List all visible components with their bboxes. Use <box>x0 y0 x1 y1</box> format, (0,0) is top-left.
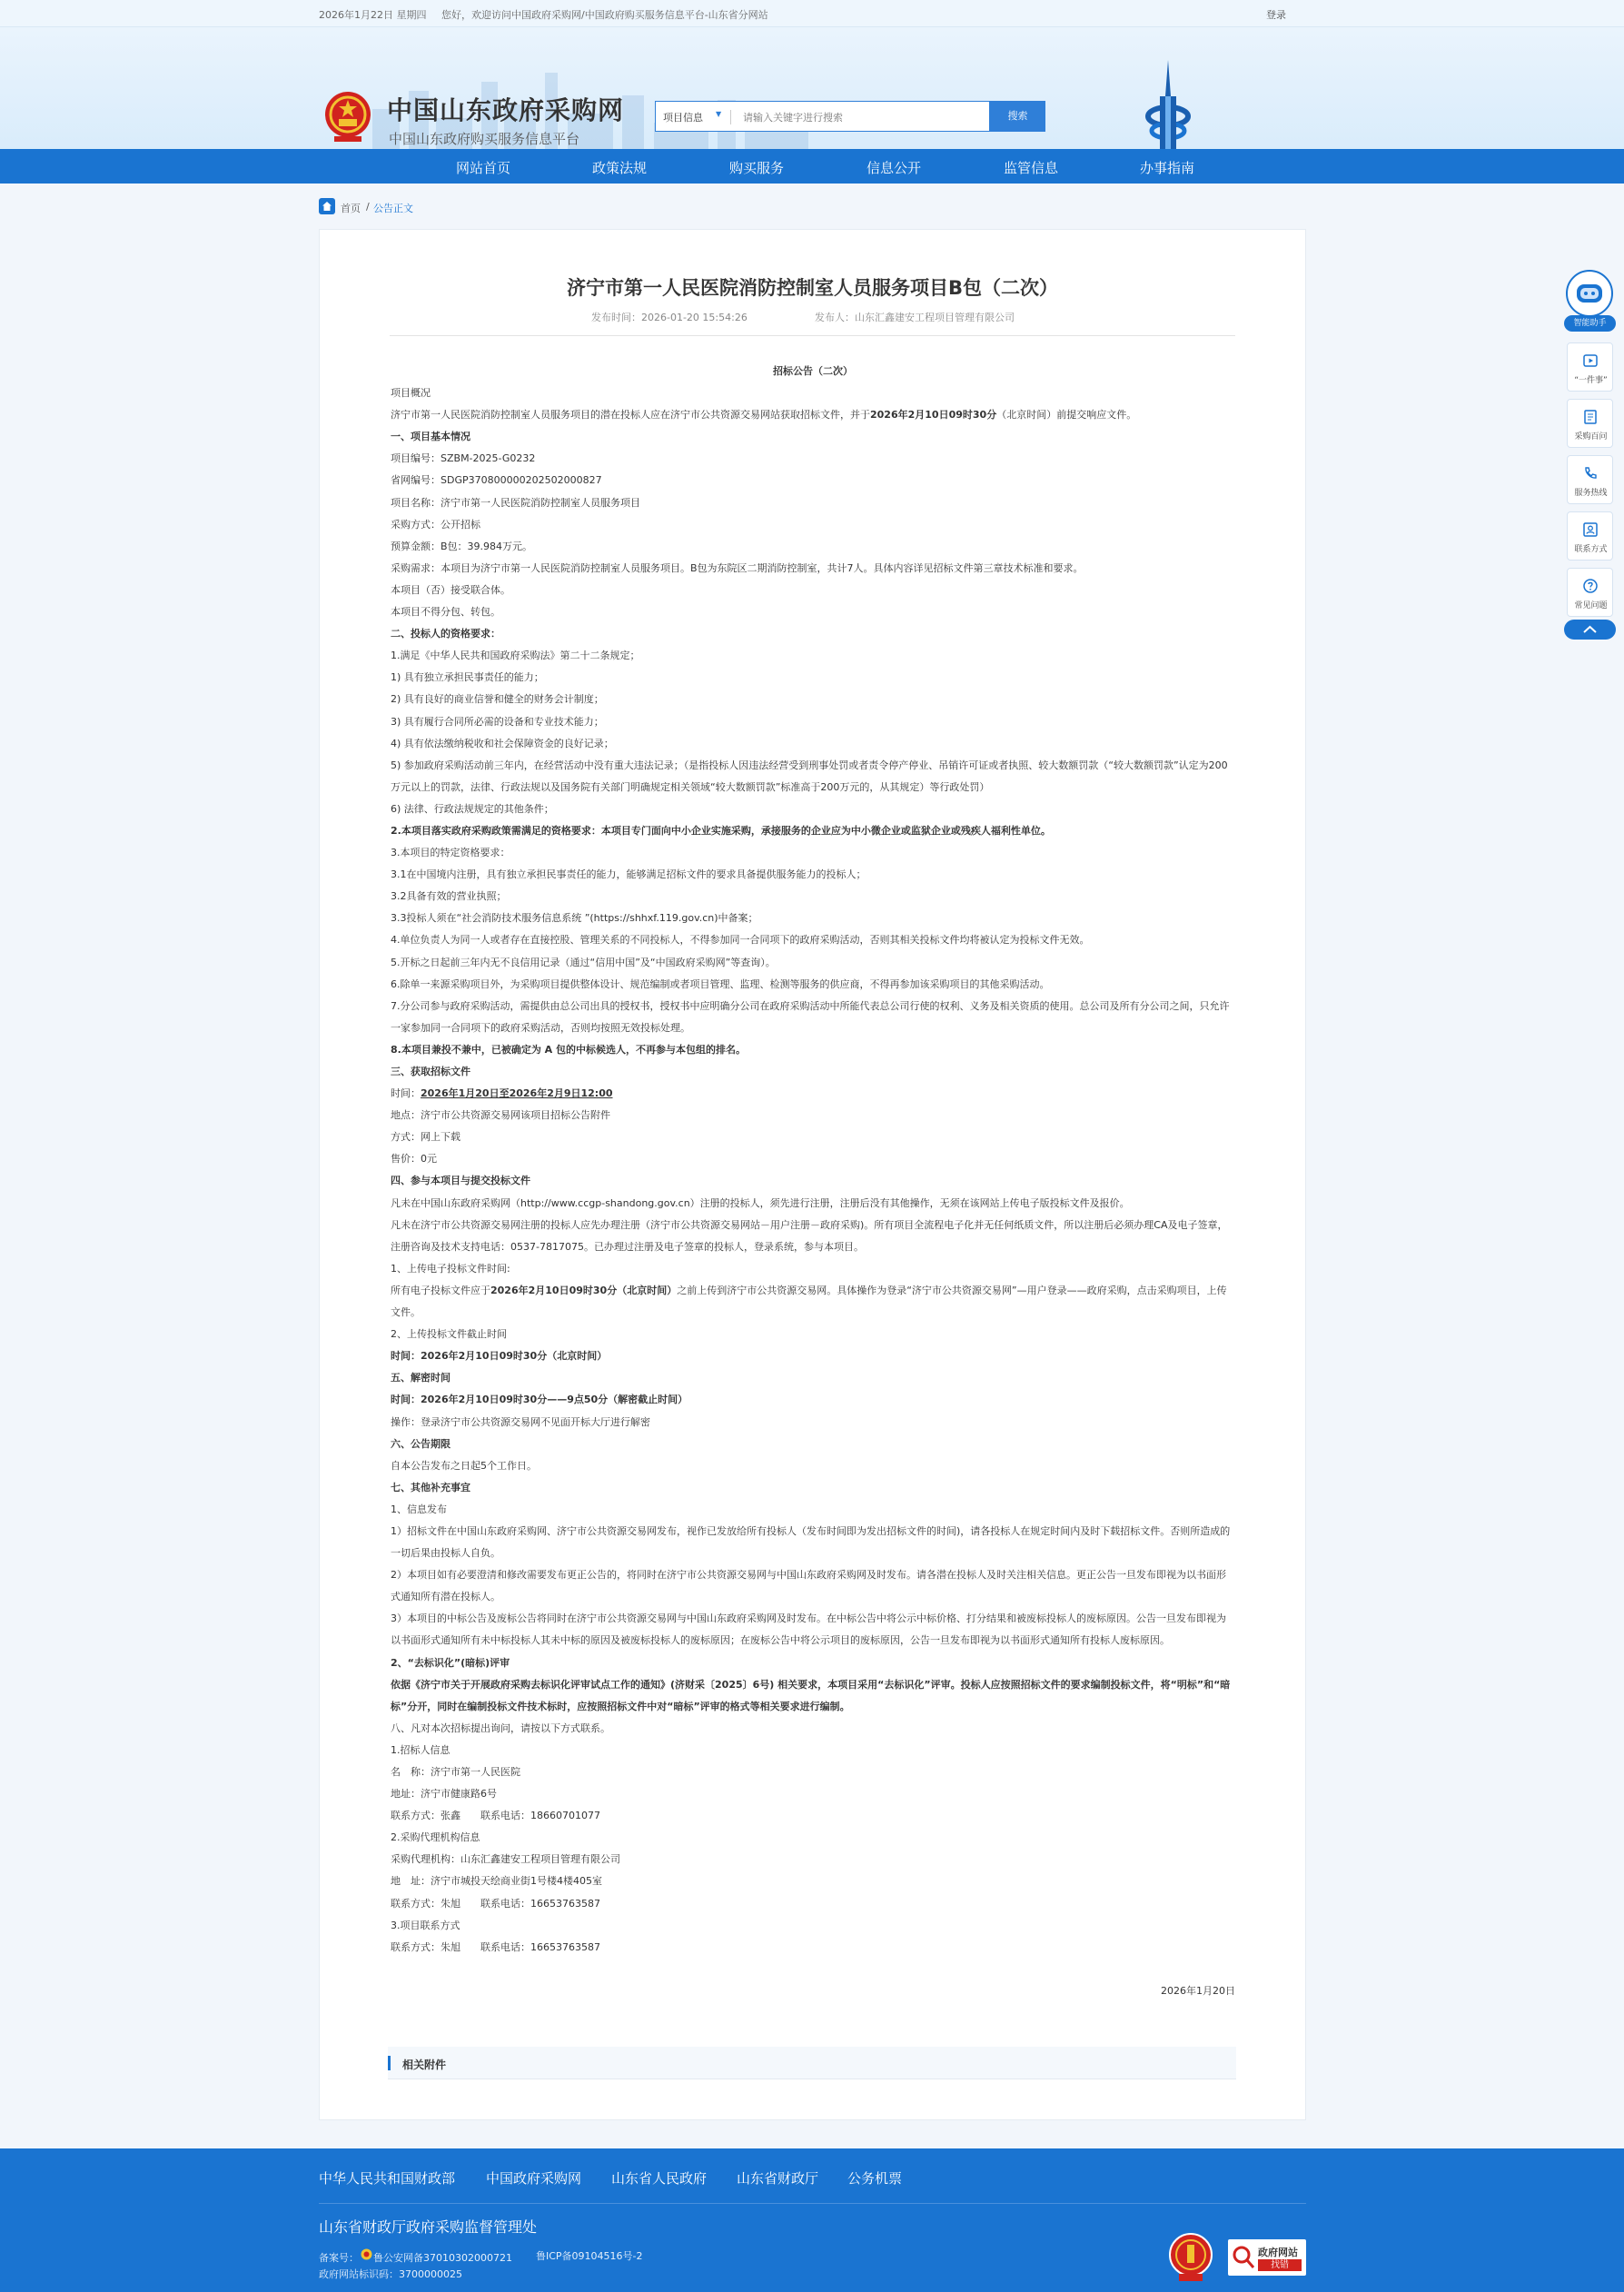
body-line: 联系方式：朱旭 联系电话：16653763587 <box>391 1940 600 1953</box>
sidebar-item-label: 常见问题 <box>1574 601 1608 610</box>
body-line: 联系方式：张鑫 联系电话：18660701077 <box>391 1810 600 1822</box>
title-divider <box>390 335 1235 336</box>
breadcrumb-current: 公告正文 <box>373 203 413 214</box>
body-segment: 2026年2月10日09时30分 <box>870 409 997 422</box>
sidebar-item-faq[interactable] <box>1567 568 1613 617</box>
body-line: 地址：济宁市健康路6号 <box>391 1788 497 1801</box>
footer-link-sd-finance[interactable]: 山东省财政厅 <box>737 2170 819 2187</box>
site-subtitle: 中国山东政府购买服务信息平台 <box>389 131 580 147</box>
footer-link-ccgp[interactable]: 中国政府采购网 <box>486 2170 582 2187</box>
body-line: 3）本项目的中标公告及废标公告将同时在济宁市公共资源交易网与中国山东政府采购网及时发布。在中标公告中将公示中标价格、打分结果和被废标投标人的废标原因。公告一旦发布即视为以书面形式通知所有未中标投标人其未中标的原因及被废标投标人的废标原因；在废标公告中将公示项目的废标原因，公告一旦发布即视为以书面形式通知所有投标人废标原因。 <box>391 1612 1226 1647</box>
notice-heading: 招标公告（二次） <box>773 365 853 377</box>
body-line: 1) 具有独立承担民事责任的能力； <box>391 671 544 684</box>
body-line: 本项目（否）接受联合体。 <box>391 583 510 596</box>
article-title: 济宁市第一人民医院消防控制室人员服务项目B包（二次） <box>566 277 1058 299</box>
top-bar <box>0 0 1624 27</box>
body-line: 六、公告期限 <box>391 1437 451 1450</box>
body-line: 二、投标人的资格要求： <box>391 628 500 640</box>
body-line: 1.满足《中华人民共和国政府采购法》第二十二条规定； <box>391 650 640 662</box>
body-line: 5.开标之日起前三年内无不良信用记录（通过“信用中国”及“中国政府采购网”等查询）。 <box>391 956 776 968</box>
body-segment: 之前上传到济宁市公共资源交易网。具体操作为登录“济宁市公共资源交易网”—用户登录——政府采购，点击采购项目，上传文件。 <box>391 1284 1227 1319</box>
robot-icon <box>1566 270 1613 317</box>
body-line: 7.分公司参与政府采购活动，需提供由总公司出具的授权书，授权书中应明确分公司在政府采购活动中所能代表总公司行使的权利、义务及相关资质的使用。总公司及所有分公司之间，只允许一家参加同一合同项下的政府采购活动，否则均按照无效投标处理。 <box>391 999 1230 1034</box>
sidebar-item-label: 采购百问 <box>1574 432 1608 442</box>
footer-org: 山东省财政厅政府采购监督管理处 <box>319 2218 538 2236</box>
home-icon[interactable] <box>319 198 335 214</box>
chevron-down-icon[interactable]: ▼ <box>716 110 722 118</box>
body-line: 3.1在中国境内注册，具有独立承担民事责任的能力，能够满足招标文件的要求具备提供服务能力的投标人； <box>391 868 866 881</box>
gov-error-report-badge[interactable] <box>1228 2239 1306 2276</box>
footer-link-airfare[interactable]: 公务机票 <box>847 2170 903 2187</box>
search-button[interactable]: 搜索 <box>990 101 1045 132</box>
body-line: 3.2具备有效的营业执照； <box>391 890 507 903</box>
body-line: 本项目不得分包、转包。 <box>391 606 500 619</box>
current-date: 2026年1月22日 星期四 <box>319 9 427 21</box>
body-line: 4.单位负责人为同一人或者存在直接控股、管理关系的不同投标人，不得参加同一合同项下的政府采购活动，否则其相关投标文件均将被认定为投标文件无效。 <box>391 934 1090 947</box>
article-card <box>319 229 1306 2120</box>
back-to-top-button[interactable] <box>1564 620 1616 640</box>
body-line: 采购代理机构：山东汇鑫建安工程项目管理有限公司 <box>391 1853 620 1866</box>
body-line: 自本公告发布之日起5个工作日。 <box>391 1459 537 1472</box>
body-line: 5) 参加政府采购活动前三年内，在经营活动中没有重大违法记录；（是指投标人因违法经营受到刑事处罚或者责令停产停业、吊销许可证或者执照、较大数额罚款（“较大数额罚款”认定为200万元以上的罚款，法律、行政法规以及国务院有关部门明确规定相关领域“较大数额罚款”标准高于200万元的，从其规定）等行政处罚） <box>391 759 1228 793</box>
chevron-up-icon <box>1564 620 1616 640</box>
gov-site-id: 政府网站标识码：3700000025 <box>319 2268 462 2280</box>
body-line <box>391 1083 1235 1105</box>
search-input[interactable] <box>743 109 979 125</box>
national-emblem-icon <box>323 89 372 144</box>
sidebar-item-label: “一件事” <box>1574 376 1608 385</box>
sign-date: 2026年1月20日 <box>1161 1984 1235 1997</box>
body-line <box>391 404 1235 426</box>
body-line <box>391 1280 1235 1324</box>
body-line: 1.招标人信息 <box>391 1743 451 1756</box>
body-segment: （北京时间）前提交响应文件。 <box>996 409 1137 422</box>
body-segment: 所有电子投标文件应于 <box>391 1284 490 1296</box>
nav-purchase-service[interactable]: 购买服务 <box>729 160 785 176</box>
body-line: 时间：2026年2月10日09时30分（北京时间） <box>391 1350 608 1363</box>
body-line: 售价：0元 <box>391 1153 437 1166</box>
body-segment: 济宁市第一人民医院消防控制室人员服务项目的潜在投标人应在济宁市公共资源交易网站获取招标文件，并于 <box>391 409 870 422</box>
body-line: 2、“去标识化”(暗标)评审 <box>391 1656 510 1669</box>
body-line: 名 称：济宁市第一人民医院 <box>391 1766 520 1778</box>
phone-icon <box>1582 465 1599 481</box>
body-line: 预算金额：B包：39.984万元。 <box>391 540 533 552</box>
body-line: 一、项目基本情况 <box>391 431 470 443</box>
body-line: 地 址：济宁市城投天绘商业街1号楼4楼405室 <box>391 1875 602 1888</box>
body-line: 三、获取招标文件 <box>391 1066 470 1077</box>
body-line: 七、其他补充事宜 <box>391 1481 470 1493</box>
article-content <box>391 361 1235 2002</box>
party-government-badge-icon[interactable] <box>1168 2232 1213 2283</box>
icp-record[interactable]: 鲁ICP备09104516号-2 <box>536 2250 643 2262</box>
search-separator <box>730 110 731 124</box>
body-line: 2）本项目如有必要澄清和修改需要发布更正公告的，将同时在济宁市公共资源交易网与中国山东政府采购网及时发布。请各潜在投标人及时关注相关信息。更正公告一旦发布即视为以书面形式通知所有潜在投标人。 <box>391 1569 1226 1603</box>
sidebar-item-hotline[interactable] <box>1567 455 1613 504</box>
body-line: 2.采购代理机构信息 <box>391 1831 480 1844</box>
body-line: 省网编号：SDGP370800000202502000827 <box>391 474 602 487</box>
body-line: 采购需求：本项目为济宁市第一人民医院消防控制室人员服务项目。B包为东院区二期消防控制室，共计7人。具体内容详见招标文件第三章技术标准和要求。 <box>391 561 1084 574</box>
sidebar-item-one-thing[interactable] <box>1567 342 1613 392</box>
body-line: 依据《济宁市关于开展政府采购去标识化评审试点工作的通知》(济财采〔2025〕6号) 相关要求，本项目采用“去标识化”评审。投标人应按照招标文件的要求编制投标文件，将“明标”和“暗标”分开，同时在编制投标文件技术标时，应按照招标文件中对“暗标”评审的格式等相关要求进行编制。 <box>391 1678 1231 1712</box>
site-title: 中国山东政府采购网 <box>387 95 625 125</box>
body-line: 6) 法律、行政法规规定的其他条件； <box>391 802 554 815</box>
body-line: 1）招标文件在中国山东政府采购网、济宁市公共资源交易网发布，视作已发放给所有投标人（发布时间即为发出招标文件的时间)，请各投标人在规定时间内及时下载招标文件。否则所造成的一切后果由投标人自负。 <box>391 1524 1231 1560</box>
main-nav <box>0 149 1624 184</box>
breadcrumb-separator: / <box>366 201 370 213</box>
body-segment: 2026年2月10日09时30分（北京时间） <box>490 1284 678 1296</box>
body-line: 时间：2026年2月10日09时30分——9点50分（解密截止时间） <box>391 1394 688 1406</box>
body-line: 1、信息发布 <box>391 1503 447 1515</box>
body-line: 八、凡对本次招标提出询问，请按以下方式联系。 <box>391 1721 610 1734</box>
body-line: 凡未在济宁市公共资源交易网注册的投标人应先办理注册（济宁市公共资源交易网站－用户注册－政府采购)。所有项目全流程电子化并无任何纸质文件，所以注册后必须办理CA及电子签章，注册咨询及技术支持电话：0537-7817075。已办理过注册及电子签章的投标人，登录系统，参与本项目。 <box>391 1218 1228 1253</box>
body-line: 6.除单一来源采购项目外，为采购项目提供整体设计、规范编制或者项目管理、监理、检测等服务的供应商，不得再参加该采购项目的其他采购活动。 <box>391 977 1050 990</box>
sidebar-item-label: 联系方式 <box>1574 545 1608 554</box>
sidebar-item-faq100[interactable] <box>1567 399 1613 448</box>
document-icon <box>1582 409 1599 425</box>
question-icon <box>1582 578 1599 594</box>
welcome-text: 您好，欢迎访问中国政府采购网/中国政府购买服务信息平台-山东省分网站 <box>441 9 768 21</box>
publish-time: 发布时间：2026-01-20 15:54:26 <box>591 312 748 323</box>
attachments-section <box>388 2047 1236 2079</box>
spacer <box>391 1959 1235 1980</box>
footer-link-mof[interactable]: 中华人民共和国财政部 <box>319 2170 456 2187</box>
sidebar-item-label: 服务热线 <box>1574 489 1608 498</box>
magnifier-icon <box>1232 2245 1255 2270</box>
body-line: 3.项目联系方式 <box>391 1919 460 1931</box>
police-badge-icon <box>361 2248 372 2260</box>
body-segment: 2026年1月20日至2026年2月9日12:00 <box>421 1087 613 1100</box>
body-line: 采购方式：公开招标 <box>391 518 480 531</box>
article-body <box>391 382 1235 1959</box>
nav-info-disclosure[interactable]: 信息公开 <box>866 160 922 176</box>
body-line: 4) 具有依法缴纳税收和社会保障资金的良好记录； <box>391 737 614 749</box>
body-line: 联系方式：朱旭 联系电话：16653763587 <box>391 1897 600 1910</box>
body-line: 2.本项目落实政府采购政策需满足的资格要求：本项目专门面向中小企业实施采购，承接服务的企业应为中小微企业或监狱企业或残疾人福利性单位。 <box>391 824 1051 837</box>
attachments-label: 相关附件 <box>402 2059 447 2071</box>
body-line: 2) 具有良好的商业信誉和健全的财务会计制度； <box>391 693 604 706</box>
body-line: 项目编号：SZBM-2025-G0232 <box>391 452 536 465</box>
search-category-select[interactable]: 项目信息 <box>663 112 703 124</box>
body-line: 方式：网上下载 <box>391 1131 460 1144</box>
site-header <box>0 27 1624 149</box>
search-box <box>655 101 990 132</box>
record-label: 备案号： <box>319 2252 359 2264</box>
login-link[interactable]: 登录 <box>1266 9 1286 21</box>
nav-policy[interactable]: 政策法规 <box>592 160 648 176</box>
badge-bottom-text: 找错 <box>1258 2259 1302 2271</box>
body-line: 项目概况 <box>391 387 431 400</box>
breadcrumb-home[interactable]: 首页 <box>341 203 361 214</box>
nav-supervision[interactable]: 监管信息 <box>1004 160 1059 176</box>
sidebar-item-contact[interactable] <box>1567 511 1613 561</box>
contact-card-icon <box>1582 521 1599 538</box>
body-line: 凡未在中国山东政府采购网（http://www.ccgp-shandong.gov.cn）注册的投标人，须先进行注册，注册后没有其他操作，无须在该网站上传电子版投标文件及报价。 <box>391 1196 1130 1209</box>
footer-divider <box>319 2203 1306 2204</box>
play-icon <box>1582 352 1599 369</box>
quancheng-tower-icon <box>1140 60 1196 149</box>
assistant-label: 智能助手 <box>1564 315 1616 332</box>
body-line: 3.3投标人须在“社会消防技术服务信息系统 ”(https://shhxf.119.gov.cn)中备案； <box>391 912 758 925</box>
body-line: 3.本项目的特定资格要求： <box>391 847 510 859</box>
footer-link-sd-gov[interactable]: 山东省人民政府 <box>611 2170 708 2187</box>
badge-top-text: 政府网站 <box>1258 2247 1298 2258</box>
assistant-button[interactable] <box>1564 270 1616 332</box>
nav-guide[interactable]: 办事指南 <box>1140 160 1195 176</box>
body-line: 地点：济宁市公共资源交易网该项目招标公告附件 <box>391 1109 610 1122</box>
body-line: 四、参与本项目与提交投标文件 <box>391 1175 530 1187</box>
site-footer <box>0 2148 1624 2292</box>
body-line: 8.本项目兼投不兼中，已被确定为 A 包的中标候选人，不再参与本包组的排名。 <box>391 1043 747 1056</box>
body-line: 五、解密时间 <box>391 1372 451 1384</box>
body-line: 1、上传电子投标文件时间: <box>391 1262 510 1275</box>
section-marker <box>388 2056 391 2070</box>
body-line: 3) 具有履行合同所必需的设备和专业技术能力； <box>391 715 604 728</box>
body-segment: 时间： <box>391 1087 421 1100</box>
nav-home[interactable]: 网站首页 <box>456 160 511 176</box>
police-record[interactable]: 鲁公安网备37010302000721 <box>373 2252 512 2264</box>
body-line: 项目名称：济宁市第一人民医院消防控制室人员服务项目 <box>391 496 640 509</box>
body-line: 操作：登录济宁市公共资源交易网不见面开标大厅进行解密 <box>391 1415 650 1428</box>
publisher: 发布人：山东汇鑫建安工程项目管理有限公司 <box>815 312 1015 323</box>
body-line: 2、上传投标文件截止时间 <box>391 1328 507 1341</box>
